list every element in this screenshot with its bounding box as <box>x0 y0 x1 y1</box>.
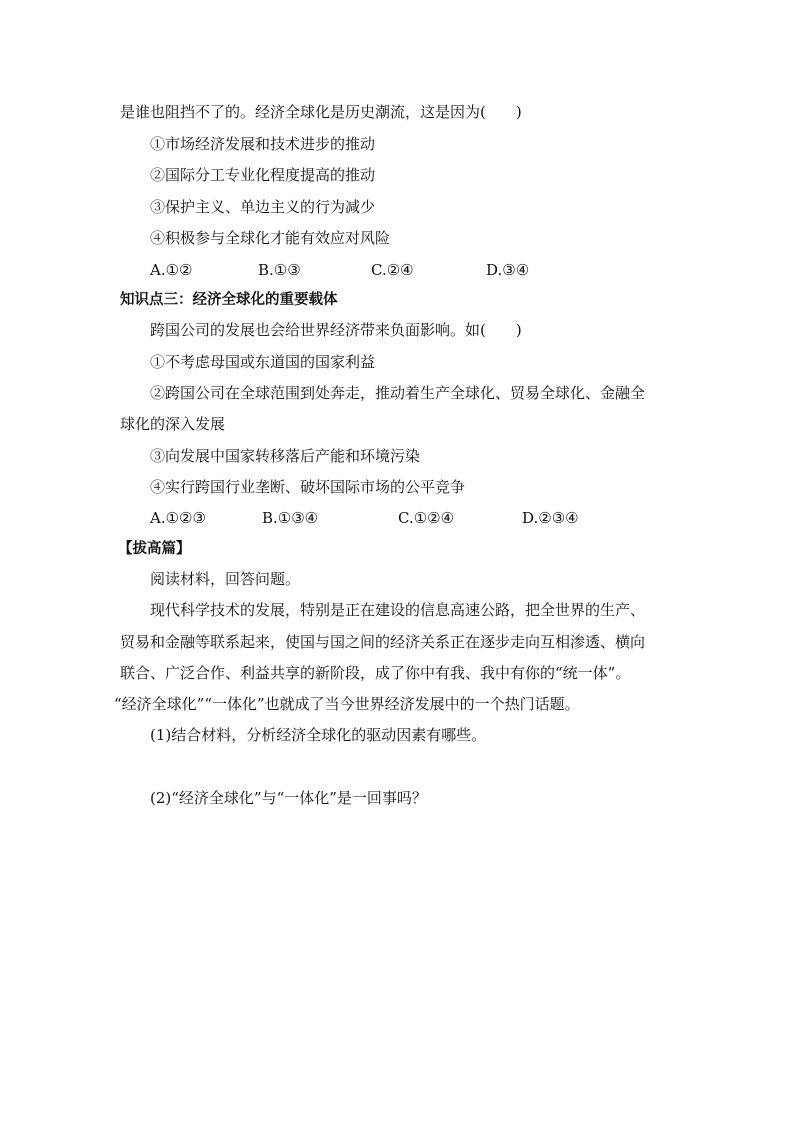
reading-instruction: 阅读材料，回答问题。 <box>150 570 301 588</box>
sub-question-2: (2)“经济全球化”与“一体化”是一回事吗？ <box>150 789 427 807</box>
question-stem-tail: 是谁也阻挡不了的。经济全球化是历史潮流，这是因为( ) <box>120 103 522 121</box>
question-item-2-cont: 球化的深入发展 <box>120 415 226 433</box>
question-item-3: ③向发展中国家转移落后产能和环境污染 <box>150 447 421 465</box>
option-d: D.③④ <box>486 261 530 279</box>
material-line-3: 联合、广泛合作、利益共享的新阶段，成了你中有我、我中有你的“统一体”。 <box>120 664 631 682</box>
question-item-3: ③保护主义、单边主义的行为减少 <box>150 198 376 216</box>
question-stem: 跨国公司的发展也会给世界经济带来负面影响。如( ) <box>150 321 522 339</box>
option-d: D.②③④ <box>522 509 579 527</box>
option-a: A.①②③ <box>150 509 206 527</box>
option-b: B.①③④ <box>262 509 319 527</box>
question-item-1: ①不考虑母国或东道国的国家利益 <box>150 353 376 371</box>
option-c: C.①②④ <box>398 509 455 527</box>
material-line-1: 现代科学技术的发展，特别是正在建设的信息高速公路，把全世界的生产、 <box>150 601 646 619</box>
question-item-2: ②国际分工专业化程度提高的推动 <box>150 166 376 184</box>
option-b: B.①③ <box>258 261 301 279</box>
advanced-heading: 【拔高篇】 <box>118 541 191 557</box>
option-c: C.②④ <box>371 261 414 279</box>
section-heading: 知识点三：经济全球化的重要载体 <box>120 292 338 308</box>
sub-question-1: (1)结合材料，分析经济全球化的驱动因素有哪些。 <box>150 726 487 744</box>
question-item-1: ①市场经济发展和技术进步的推动 <box>150 135 376 153</box>
option-a: A.①② <box>150 261 193 279</box>
question-item-4: ④积极参与全球化才能有效应对风险 <box>150 229 391 247</box>
question-item-4: ④实行跨国行业垄断、破坏国际市场的公平竞争 <box>150 478 466 496</box>
material-line-4: “经济全球化”“一体化”也就成了当今世界经济发展中的一个热门话题。 <box>114 695 580 713</box>
question-item-2: ②跨国公司在全球范围到处奔走，推动着生产全球化、贸易全球化、金融全 <box>150 384 646 402</box>
material-line-2: 贸易和金融等联系起来，使国与国之间的经济关系正在逐步走向互相渗透、横向 <box>120 633 646 651</box>
